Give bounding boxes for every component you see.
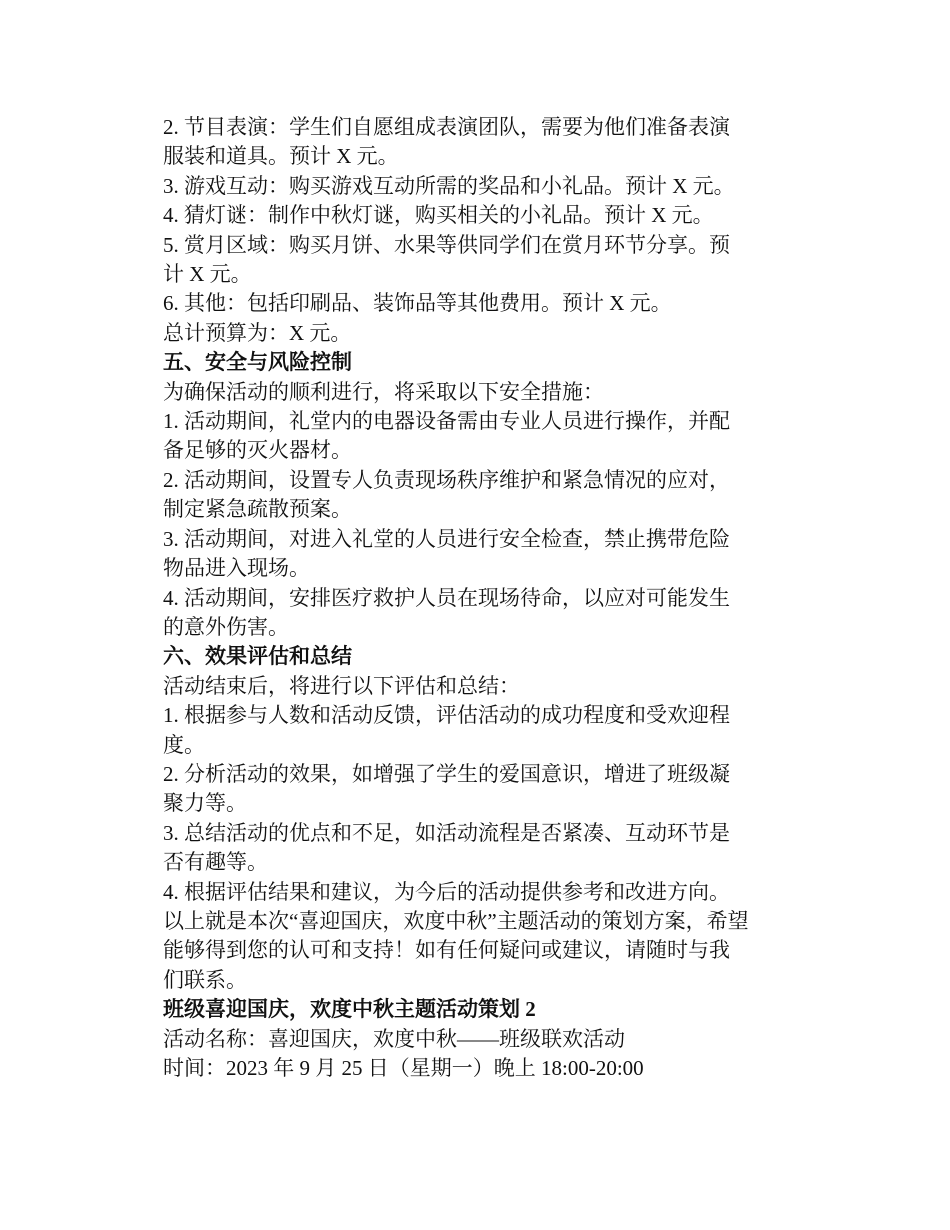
text-line: 制定紧急疏散预案。 bbox=[163, 497, 352, 522]
text-line: 能够得到您的认可和支持！如有任何疑问或建议，请随时与我 bbox=[163, 938, 730, 963]
text-line: 备足够的灭火器材。 bbox=[163, 438, 352, 463]
text-line: 2. 活动期间，设置专人负责现场秩序维护和紧急情况的应对， bbox=[163, 467, 730, 492]
section-heading: 五、安全与风险控制 bbox=[163, 350, 352, 375]
text-line: 度。 bbox=[163, 732, 205, 757]
text-line: 时间：2023 年 9 月 25 日（星期一）晚上 18:00-20:00 bbox=[163, 1056, 644, 1080]
text-line: 4. 根据评估结果和建议，为今后的活动提供参考和改进方向。 bbox=[163, 879, 730, 904]
text-line: 4. 猜灯谜：制作中秋灯谜，购买相关的小礼品。预计 X 元。 bbox=[163, 203, 714, 228]
text-line: 服装和道具。预计 X 元。 bbox=[163, 144, 399, 169]
text-line: 的意外伤害。 bbox=[163, 614, 289, 639]
text-line: 活动结束后，将进行以下评估和总结： bbox=[163, 673, 520, 698]
section-heading: 班级喜迎国庆，欢度中秋主题活动策划 2 bbox=[163, 997, 536, 1022]
text-line: 1. 根据参与人数和活动反馈，评估活动的成功程度和受欢迎程 bbox=[163, 703, 730, 728]
text-line: 活动名称：喜迎国庆，欢度中秋——班级联欢活动 bbox=[163, 1026, 625, 1051]
text-line: 3. 活动期间，对进入礼堂的人员进行安全检查，禁止携带危险 bbox=[163, 526, 730, 551]
text-line: 1. 活动期间，礼堂内的电器设备需由专业人员进行操作，并配 bbox=[163, 409, 730, 434]
text-line: 否有趣等。 bbox=[163, 850, 268, 875]
text-line: 2. 分析活动的效果，如增强了学生的爱国意识，增进了班级凝 bbox=[163, 761, 730, 786]
text-line: 3. 总结活动的优点和不足，如活动流程是否紧凑、互动环节是 bbox=[163, 820, 730, 845]
text-line: 为确保活动的顺利进行，将采取以下安全措施： bbox=[163, 379, 604, 404]
text-line: 聚力等。 bbox=[163, 791, 247, 816]
text-line: 以上就是本次“喜迎国庆，欢度中秋”主题活动的策划方案，希望 bbox=[163, 908, 749, 933]
text-line: 6. 其他：包括印刷品、装饰品等其他费用。预计 X 元。 bbox=[163, 291, 672, 316]
section-heading: 六、效果评估和总结 bbox=[163, 644, 352, 669]
text-line: 5. 赏月区域：购买月饼、水果等供同学们在赏月环节分享。预 bbox=[163, 232, 730, 257]
text-line: 总计预算为：X 元。 bbox=[163, 320, 352, 345]
text-line: 物品进入现场。 bbox=[163, 556, 310, 581]
text-line: 3. 游戏互动：购买游戏互动所需的奖品和小礼品。预计 X 元。 bbox=[163, 173, 735, 198]
text-line: 2. 节目表演：学生们自愿组成表演团队，需要为他们准备表演 bbox=[163, 115, 730, 139]
text-line: 们联系。 bbox=[163, 967, 247, 992]
text-line: 4. 活动期间，安排医疗救护人员在现场待命，以应对可能发生 bbox=[163, 585, 730, 610]
document-page bbox=[163, 113, 803, 1083]
text-line: 计 X 元。 bbox=[163, 262, 252, 287]
